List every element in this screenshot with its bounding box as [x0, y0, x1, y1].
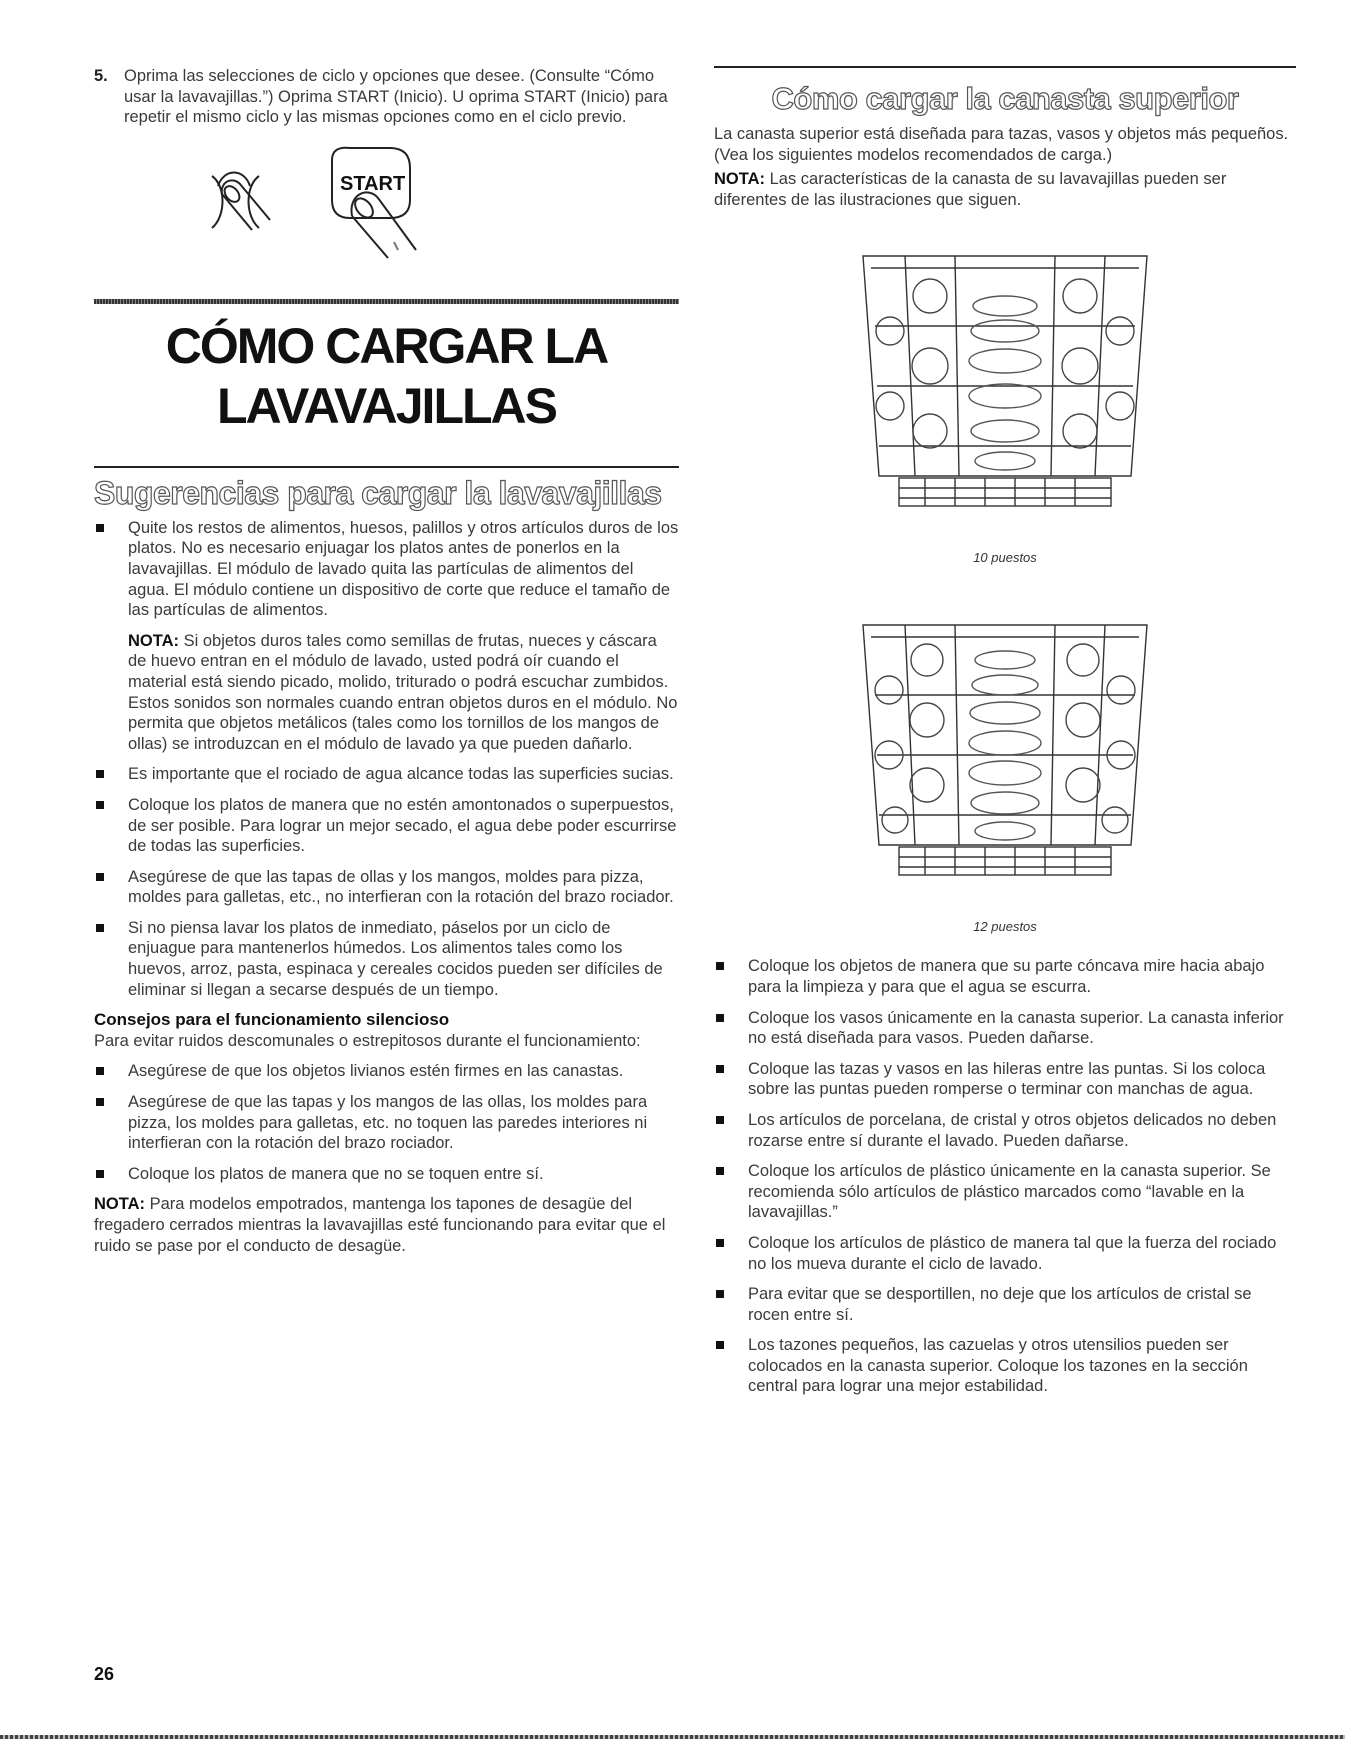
page-title: [94, 316, 679, 436]
list-item: Para evitar que se desportillen, no deje que los artículos de cristal se rocen entre sí.: [714, 1284, 1296, 1325]
step-5-text: Oprima las selecciones de ciclo y opciones que desee. (Consulte “Cómo usar la lavavajillas.”) Oprima START (Inicio). U oprima START (Inicio) para repetir el mismo ciclo y las mismas opciones como en el ciclo previo.: [124, 67, 668, 127]
scan-edge: [0, 1735, 1345, 1739]
list-item: Los artículos de porcelana, de cristal y otros objetos delicados no deben rozarse entre sí durante el lavado. Pueden dañarse.: [714, 1110, 1296, 1151]
title-rule-bottom: [94, 466, 679, 468]
note-label: NOTA:: [94, 1195, 146, 1214]
control-buttons-illustration: [94, 146, 679, 291]
page-title-line-2: LAVAVAJILLAS: [217, 377, 556, 434]
step-number: 5.: [94, 67, 108, 85]
finger-press-icon: [94, 146, 679, 291]
start-button-label: START: [340, 172, 406, 195]
figure-caption-10: 10 puestos: [973, 550, 1037, 566]
list-item: Coloque los vasos únicamente en la canasta superior. La canasta inferior no está diseñada para vasos. Pueden dañarse.: [714, 1008, 1296, 1049]
left-column: [94, 66, 679, 1262]
list-item: Los tazones pequeños, las cazuelas y otros utensilios pueden ser colocados en la canasta superior. Coloque los tazones en la sección central para lograr una mejor estabilidad.: [714, 1335, 1296, 1397]
right-top-rule: [714, 66, 1296, 68]
note-label: NOTA:: [714, 170, 766, 189]
page-title-line-1: CÓMO CARGAR LA: [165, 317, 608, 374]
list-item: Asegúrese de que las tapas y los mangos de las ollas, los moldes para pizza, los moldes para galletas, etc. no toquen las paredes interiores ni interfieran con la rotación del brazo rociador.: [94, 1092, 679, 1154]
list-item: Coloque los artículos de plástico de manera tal que la fuerza del rociado no los mueva durante el ciclo de lavado.: [714, 1233, 1296, 1274]
upper-rack-12-image: [855, 605, 1155, 905]
upper-rack-10-image: [855, 236, 1155, 536]
step-5: [94, 66, 679, 128]
note-text: Para modelos empotrados, mantenga los tapones de desagüe del fregadero cerrados mientras la lavavajillas esté funcionando para evitar que el ruido se pase por el conducto de desagüe.: [94, 1195, 666, 1255]
rack-illustration-10: [714, 236, 1296, 536]
list-item: Si no piensa lavar los platos de inmediato, páselos por un ciclo de enjuague para mantenerlos húmedos. Los alimentos tales como los huevos, arroz, pasta, espinaca y cereales cocidos pueden ser difíciles de eliminar si llegan a secarse después de un tiempo.: [94, 918, 679, 1000]
list-item: Asegúrese de que los objetos livianos estén firmes en las canastas.: [94, 1061, 679, 1082]
title-rule-top: [94, 299, 679, 304]
quiet-operation-heading: Consejos para el funcionamiento silencioso: [94, 1010, 450, 1030]
note-hard-objects: [94, 631, 679, 755]
figure-caption-12: 12 puestos: [973, 919, 1037, 935]
list-item: Es importante que el rociado de agua alcance todas las superficies sucias.: [94, 764, 679, 785]
note-built-in: [94, 1194, 679, 1256]
page-number: 26: [94, 1664, 115, 1684]
list-item: Quite los restos de alimentos, huesos, palillos y otros artículos duros de los platos. No es necesario enjuagar los platos antes de ponerlos en la lavavajillas. El módulo de lavado quita las partículas de alimentos del agua. El módulo contiene un dispositivo de corte que reduce el tamaño de las partículas de alimentos.: [94, 518, 679, 621]
list-item: Coloque los artículos de plástico únicamente en la canasta superior. Se recomienda sólo artículos de plástico marcados como “lavable en la lavavajillas.”: [714, 1161, 1296, 1223]
upper-rack-intro: La canasta superior está diseñada para tazas, vasos y objetos más pequeños. (Vea los siguientes modelos recomendados de carga.): [714, 125, 1289, 164]
upper-rack-note: [714, 169, 1296, 210]
tips-list: [94, 518, 679, 621]
list-item: Asegúrese de que las tapas de ollas y los mangos, moldes para pizza, moldes para galletas, etc., no interfieran con la rotación del brazo rociador.: [94, 867, 679, 908]
list-item: Coloque los platos de manera que no estén amontonados o superpuestos, de ser posible. Para lograr un mejor secado, el agua debe poder escurrirse de todas las superficies.: [94, 795, 679, 857]
note-label: NOTA:: [128, 631, 180, 650]
note-text: Las características de la canasta de su lavavajillas pueden ser diferentes de las ilustraciones que siguen.: [714, 170, 1227, 209]
note-text: Si objetos duros tales como semillas de frutas, nueces y cáscara de huevo entran en el módulo de lavado, usted podrá oír cuando el material está siendo picado, molido, triturado o podrá escuchar zumbidos. Estos sonidos son normales cuando entran objetos duros en el módulo. No permita que objetos metálicos (tales como los tornillos de los mangos de ollas) se introduzcan en el módulo de lavado ya que pueden dañarlo.: [128, 631, 678, 753]
quiet-operation-list: [94, 1061, 679, 1184]
section-heading-tips: Sugerencias para cargar la lavavajillas: [94, 474, 662, 511]
rack-illustration-12: [714, 605, 1296, 905]
right-column: [714, 66, 1296, 1407]
quiet-operation-intro: Para evitar ruidos descomunales o estrepitosos durante el funcionamiento:: [94, 1031, 641, 1050]
list-item: Coloque las tazas y vasos en las hileras entre las puntas. Si los coloca sobre las puntas pueden romperse o terminar con manchas de agua.: [714, 1059, 1296, 1100]
section-heading-upper-rack: Cómo cargar la canasta superior: [771, 81, 1239, 116]
list-item: Coloque los objetos de manera que su parte cóncava mire hacia abajo para la limpieza y para que el agua se escurra.: [714, 956, 1296, 997]
upper-rack-tips-list: [714, 956, 1296, 1397]
tips-list-continued: [94, 764, 679, 1000]
list-item: Coloque los platos de manera que no se toquen entre sí.: [94, 1164, 679, 1185]
